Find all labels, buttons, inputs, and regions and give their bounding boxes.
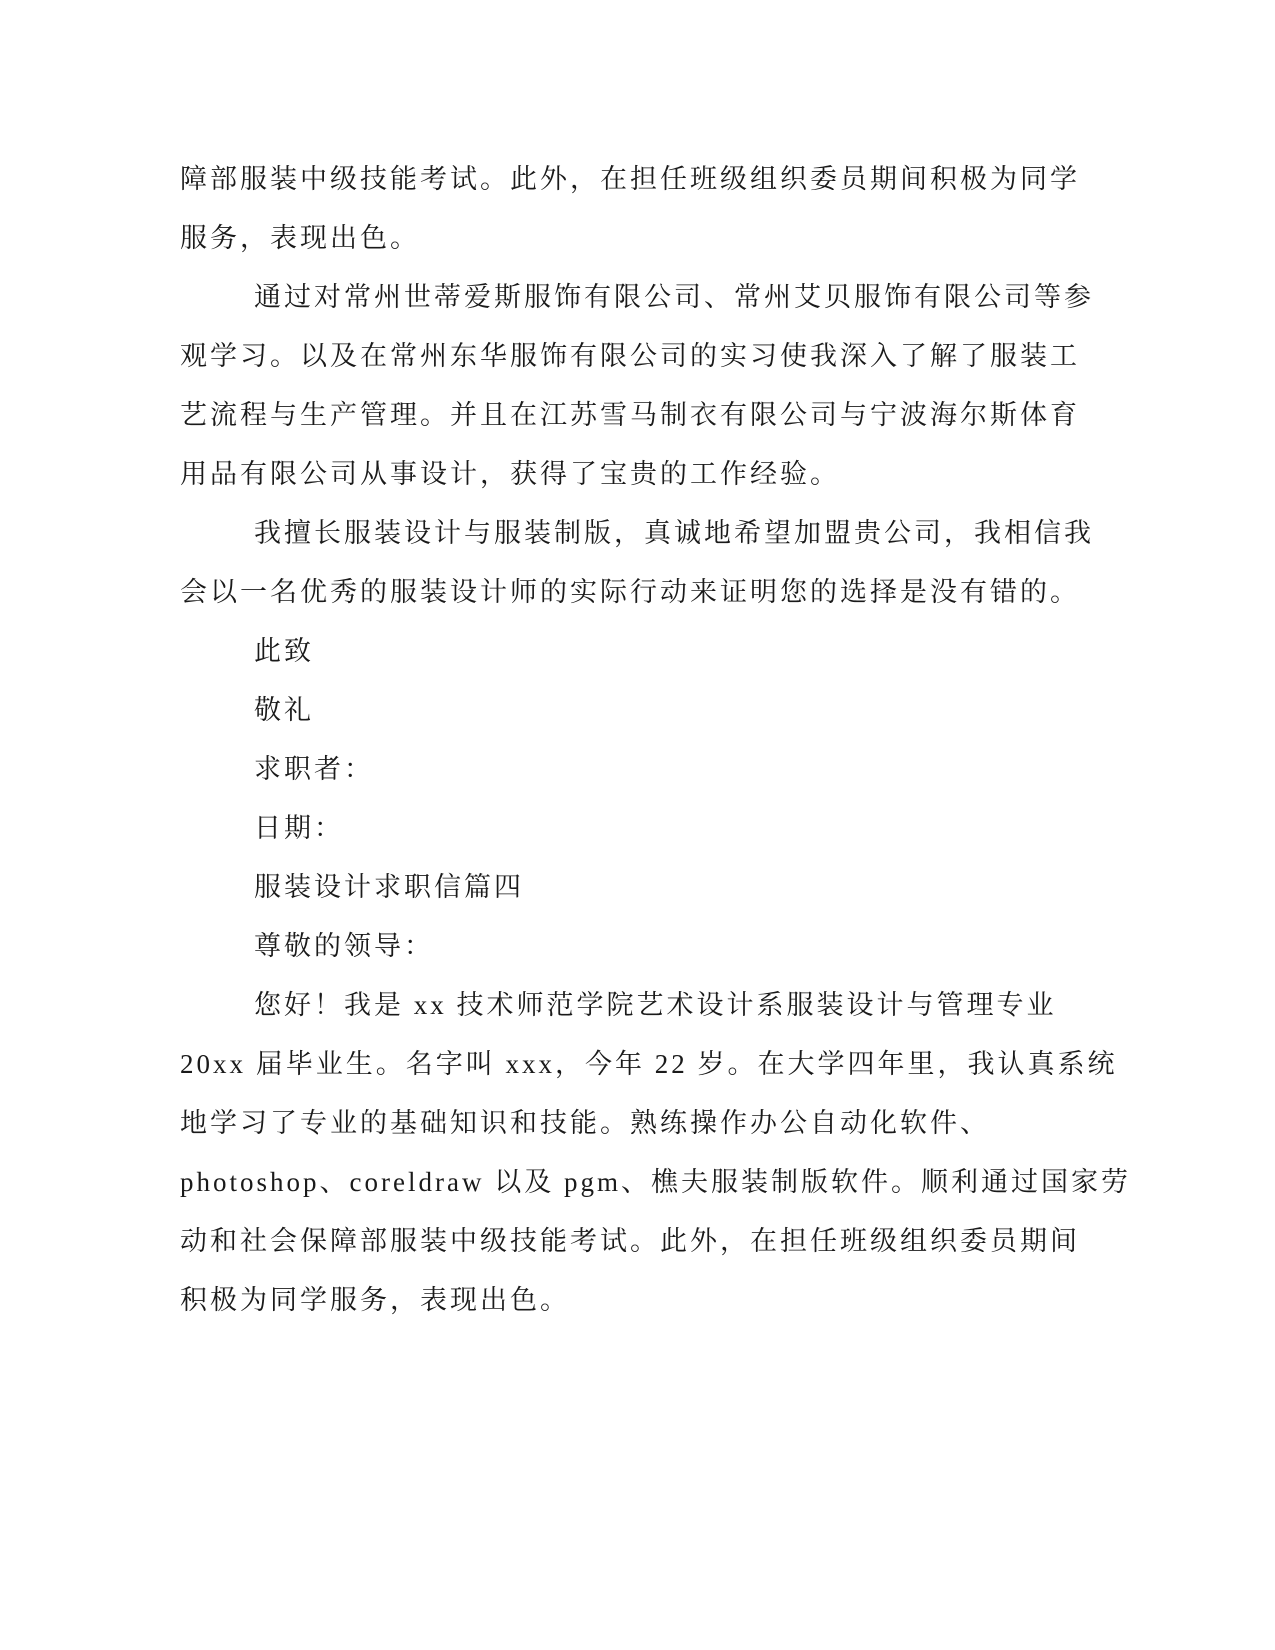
applicant-label: 求职者：: [254, 754, 374, 784]
paragraph-introduction: [180, 976, 1131, 1330]
paragraph-strengths: [180, 504, 1094, 622]
closing-line-1: 此致: [254, 636, 314, 666]
text-line: 20xx 届毕业生。名字叫 xxx，今年 22 岁。在大学四年里，我认真系统: [180, 1049, 1118, 1079]
text-line: 用品有限公司从事设计，获得了宝贵的工作经验。: [180, 459, 840, 489]
text-line: 积极为同学服务，表现出色。: [180, 1285, 570, 1315]
text-line: 艺流程与生产管理。并且在江苏雪马制衣有限公司与宁波海尔斯体育: [180, 400, 1080, 430]
closing-block: [180, 622, 1032, 976]
paragraph-experience: [180, 268, 1094, 504]
salutation: 尊敬的领导：: [254, 931, 434, 961]
text-line: 您好！我是 xx 技术师范学院艺术设计系服装设计与管理专业: [254, 990, 1057, 1020]
paragraph-continued: [180, 150, 1080, 268]
text-line: 动和社会保障部服装中级技能考试。此外，在担任班级组织委员期间: [180, 1226, 1080, 1256]
closing-line-2: 敬礼: [254, 695, 314, 725]
section-title: 服装设计求职信篇四: [254, 872, 524, 902]
text-line: 观学习。以及在常州东华服饰有限公司的实习使我深入了解了服装工: [180, 341, 1080, 371]
text-line: photoshop、coreldraw 以及 pgm、樵夫服装制版软件。顺利通过国家劳: [180, 1167, 1131, 1197]
text-line: 障部服装中级技能考试。此外，在担任班级组织委员期间积极为同学: [180, 164, 1080, 194]
text-line: 通过对常州世蒂爱斯服饰有限公司、常州艾贝服饰有限公司等参: [254, 282, 1094, 312]
document-body: [180, 150, 1131, 1330]
text-line: 服务，表现出色。: [180, 223, 420, 253]
date-label: 日期：: [254, 813, 344, 843]
text-line: 会以一名优秀的服装设计师的实际行动来证明您的选择是没有错的。: [180, 577, 1080, 607]
text-line: 我擅长服装设计与服装制版，真诚地希望加盟贵公司，我相信我: [254, 518, 1094, 548]
text-line: 地学习了专业的基础知识和技能。熟练操作办公自动化软件、: [180, 1108, 990, 1138]
